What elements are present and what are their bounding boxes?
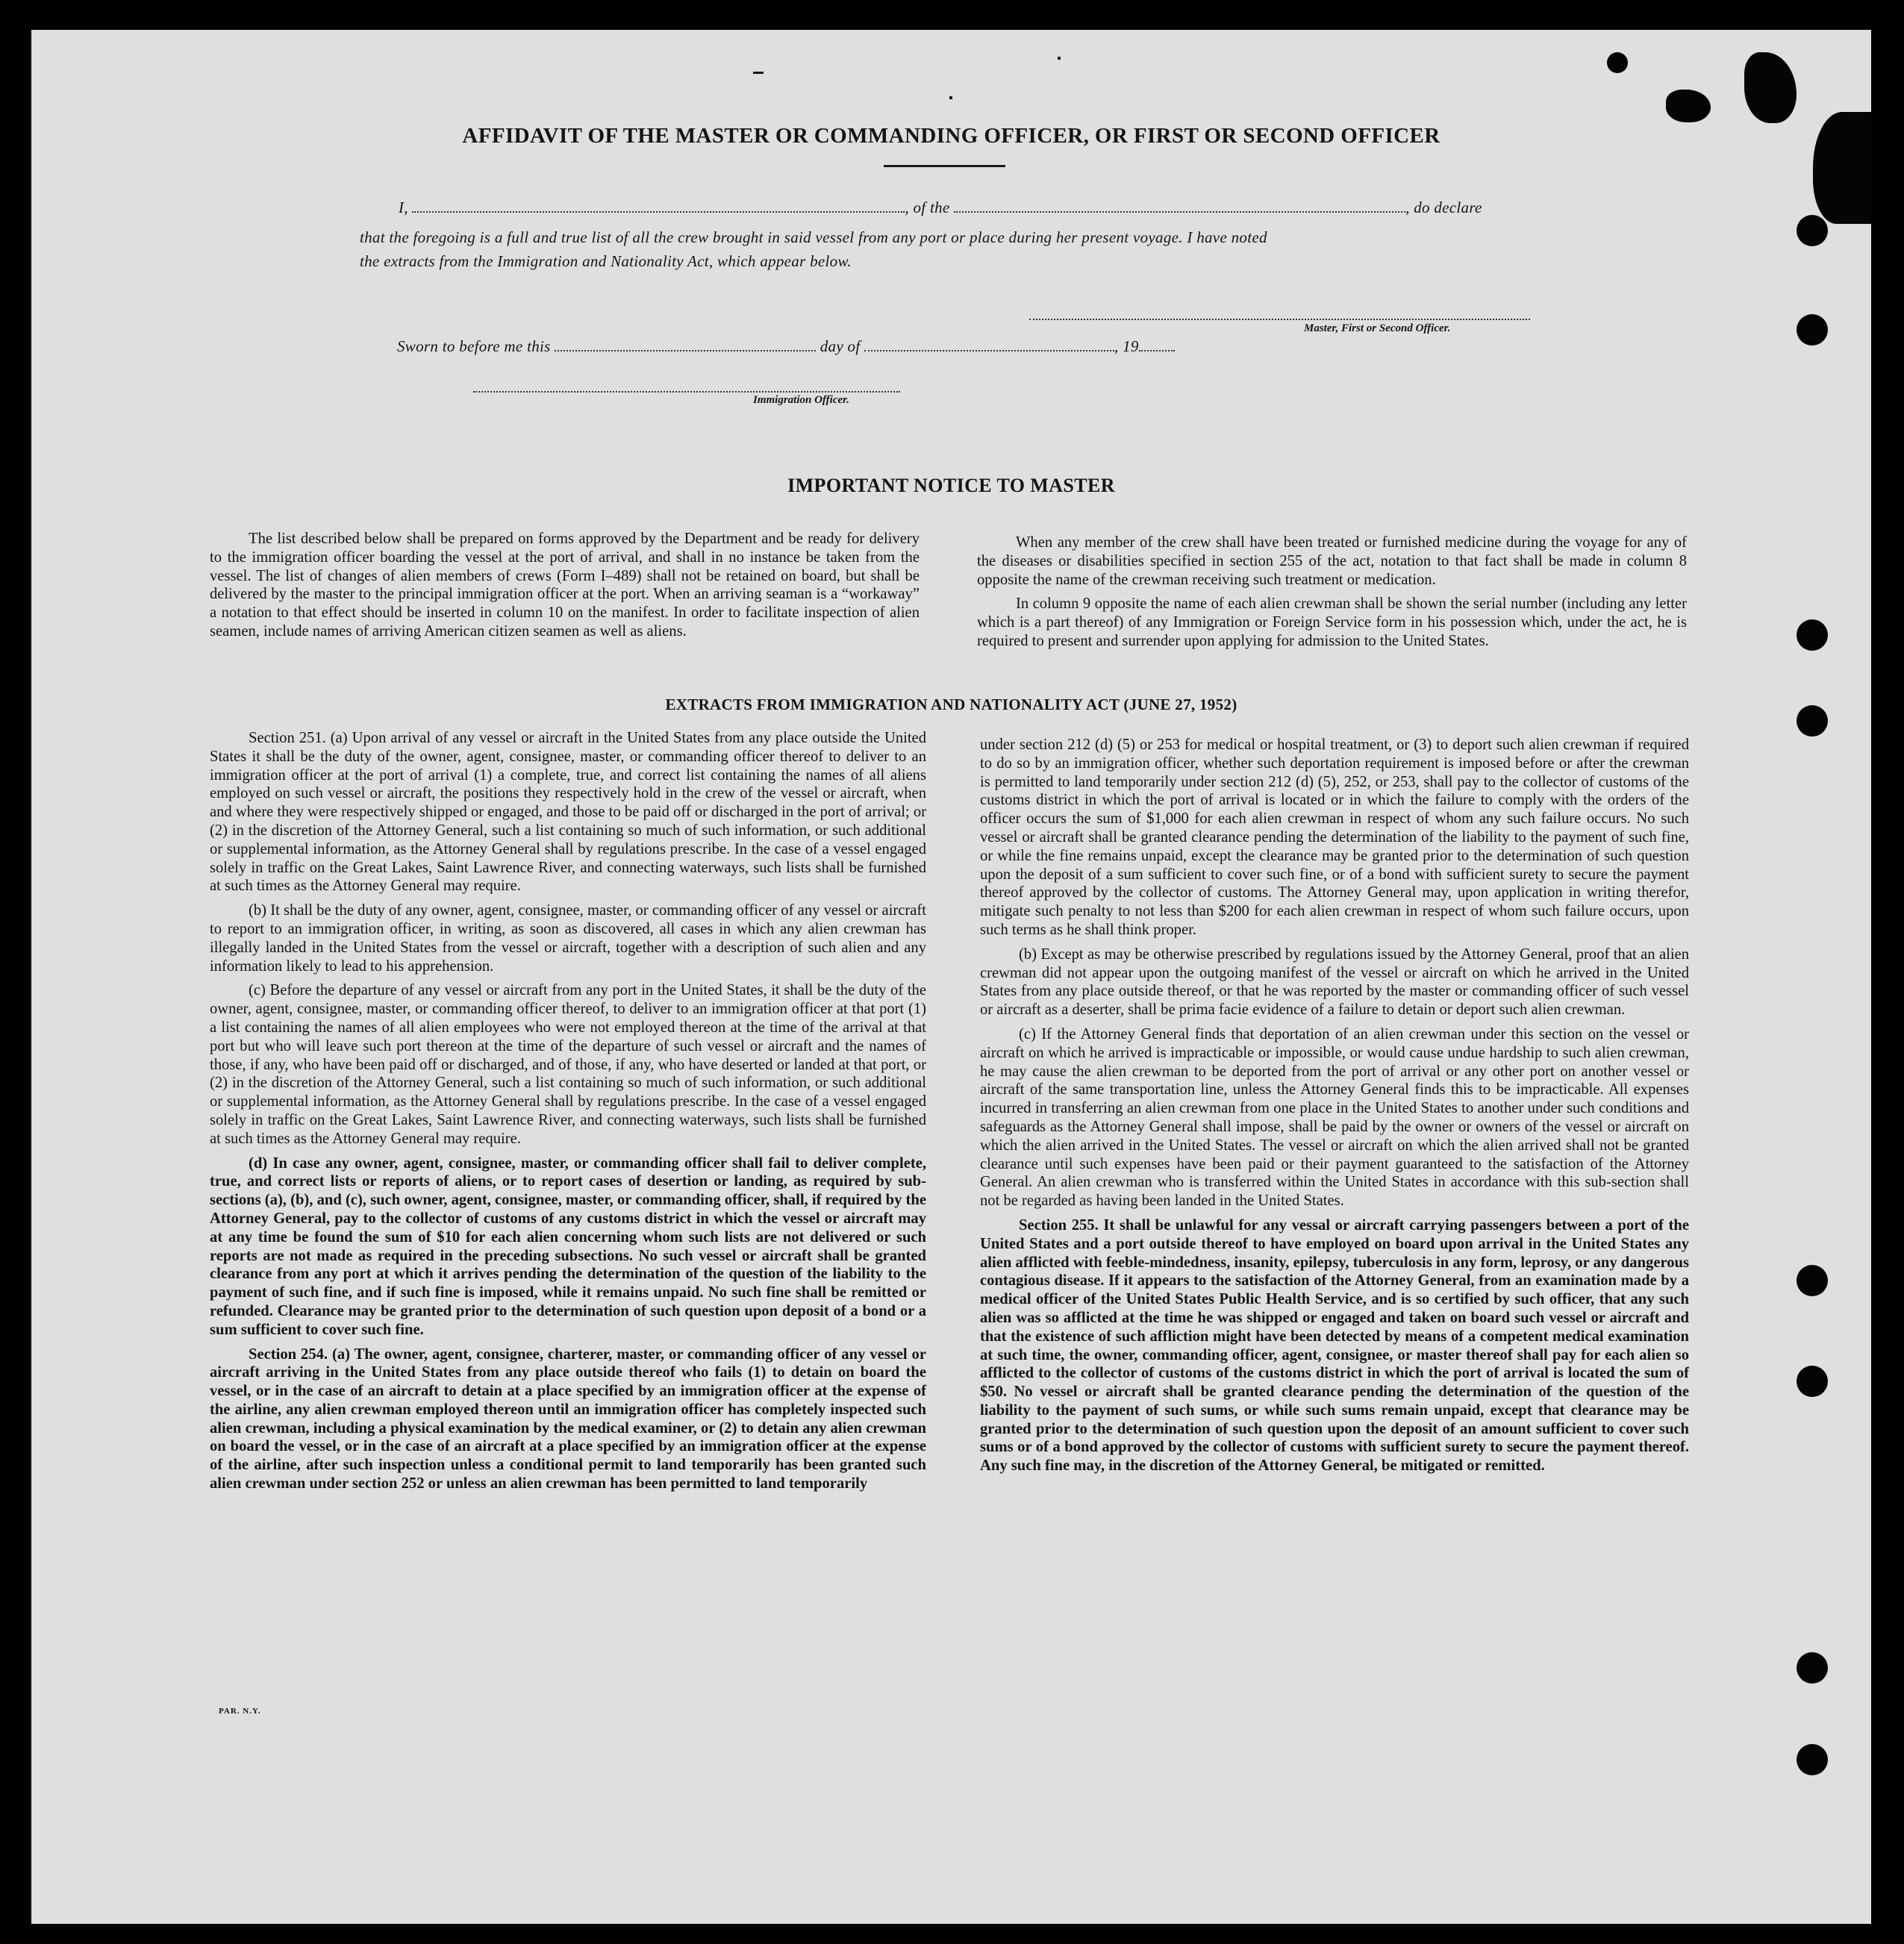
notice-left-column [210, 530, 920, 647]
officer-signature-blank[interactable] [473, 381, 900, 393]
section-255: Section 255. It shall be unlawful for any vessal or aircraft carrying passengers between a port of the United States and a port outside thereof to have employed on board upon arrival in the United States any alien afflicted with feeble-mindedness, insanity, epilepsy, tuberculosis in any form, leprosy, or any dangerous contagious disease. If it appears to the satisfaction of the Attorney General, from an examination made by a medical officer of the United States Public Health Service, and is so certified by such officer, that any such alien was so afflicted at the time he was shipped or engaged and taken on board such vessel or aircraft and that the existence of such affliction might have been detected by means of a competent medical examination at such time, the owner, commanding officer, agent, consignee, or master thereof shall pay for each alien so afflicted to the collector of customs of the customs district in which the port of arrival is located the sum of $50. No vessel or aircraft shall be granted clearance pending the determination of the question of the liability to the payment of such sums, or while such sums remain unpaid, except that clearance may be granted prior to the determination of such question upon the deposit of an amount sufficient to cover such sums or of a bond approved by the collector of customs with sufficient surety to secure the payment thereof. Any such fine may, in the discretion of the Attorney General, be mitigated or remitted. [980, 1216, 1689, 1475]
punch-hole [1797, 1265, 1828, 1296]
printer-mark: PAR. N.Y. [219, 1707, 261, 1716]
sworn-month-blank[interactable] [864, 340, 1114, 351]
punch-hole [1797, 619, 1828, 651]
punch-hole [1797, 1652, 1828, 1684]
title-underline [884, 165, 1005, 167]
signature-blank[interactable] [1029, 308, 1530, 320]
sworn-line [397, 337, 1175, 356]
extracts-heading: EXTRACTS FROM IMMIGRATION AND NATIONALITY ACT (JUNE 27, 1952) [665, 696, 1237, 713]
notice-left-paragraph: The list described below shall be prepared on forms approved by the Department and be ready for delivery to the immigration officer boarding the vessel at the port of arrival, and shall in no instance be taken from the vessel. The list of changes of alien members of crews (Form I–489) shall not be retained on board, but shall be delivered by the master to the principal immigration officer at the port. When an arriving seaman is a “workaway” a notation to that effect should be inserted in column 10 on the manifest. In order to facilitate inspection of alien seamen, include names of arriving American citizen seamen as well as aliens. [210, 531, 920, 640]
day-of-label: day of [820, 337, 861, 355]
officer-caption: Immigration Officer. [753, 394, 849, 406]
section-251-c: (c) Before the departure of any vessel or aircraft from any port in the United States, it shall be the duty of the owner, agent, consignee, master, or commanding officer thereof, to deliver to an immigration officer at that port (1) a list containing the names of all alien employees who were not employed thereon at the time of the arrival at that port but who will leave such port thereon at the time of the departure of such vessel or aircraft and the names of those, if any, who have been paid off or discharged, and of those, if any, who have deserted or landed at that port, or (2) in the discretion of the Attorney General, such a list containing so much of such information, or such additional or supplemental information, as the Attorney General shall by regulations prescribe. In the case of a vessel engaged solely in traffic on the Great Lakes, Saint Lawrence River, and connecting waterways, such lists shall be furnished at such times as the Attorney General may require. [210, 982, 926, 1147]
punch-hole [1797, 1366, 1828, 1397]
punch-hole [1797, 314, 1828, 346]
ink-speck [949, 96, 952, 99]
signature-caption: Master, First or Second Officer. [1304, 322, 1451, 334]
affidavit-title: AFFIDAVIT OF THE MASTER OR COMMANDING OFFICER, OR FIRST OR SECOND OFFICER [462, 124, 1441, 148]
ink-speck [1058, 57, 1061, 60]
ink-speck [753, 72, 764, 74]
declare-i-label: I, [399, 199, 408, 216]
declare-end-label: , do declare [1405, 199, 1482, 216]
section-254-a-continued: under section 212 (d) (5) or 253 for medical or hospital treatment, or (3) to deport such alien crewman if required to do so by an immigration officer, whether such deportation requirement is imposed before or after the crewman is permitted to land temporarily under section 212 (d) (5), 252, or 253, shall pay to the collector of customs of the customs district in which the port of arrival is located or in which the failure to comply with the orders of the officer occurs the sum of $1,000 for each alien crewman in respect of whom any such failure occurs. No such vessel or aircraft shall be granted clearance pending the determination of the liability to the payment of such fine, or while the fine remains unpaid, except the clearance may be granted prior to the determination of such question upon the deposit of a sum sufficient to cover such fine, or of a bond with sufficient surety to secure the payment thereof approved by the collector of customs. The Attorney General may, upon application in writing therefor, mitigate such penalty to not less than $200 for each alien crewman in respect of whom such failure occurs, upon such terms as he shall think proper. [980, 737, 1689, 938]
section-254-c: (c) If the Attorney General finds that deportation of an alien crewman under this section on the vessel or aircraft on which he arrived is impracticable or impossible, or would cause undue hardship to such alien crewman, he may cause the alien crewman to be deported from the port of arrival or any other port on another vessel or aircraft of the same transportation line, unless the Attorney General finds this to be impracticable. All expenses incurred in transferring an alien crewman from one place in the United States to another under such conditions and safeguards as the Attorney General shall impose, shall be paid by the owner or owners of the vessel or aircraft on which the alien arrived in the United States. The vessel or aircraft on which the alien arrived shall not be granted clearance until such expenses have been paid or their payment guaranteed to the satisfaction of the Attorney General. An alien crewman who is transferred within the United States in accordance with this sub-section shall not be regarded as having been landed in the United States. [980, 1025, 1689, 1210]
notice-right-paragraph-1: When any member of the crew shall have been treated or furnished medicine during the voyage for any of the diseases or disabilities specified in section 255 of the act, notation to that fact shall be made in column 8 opposite the name of the crewman receiving such treatment or medication. [977, 534, 1687, 588]
declaration-line-2: that the foregoing is a full and true list of all the crew brought in said vessel from any port or place during her present voyage. I have noted [360, 228, 1267, 246]
punch-hole [1797, 1744, 1828, 1775]
section-254-a: Section 254. (a) The owner, agent, consignee, charterer, master, or commanding officer of any vessel or aircraft arriving in the United States from any place outside thereof who fails (1) to detain on board the vessel, or in the case of an aircraft to detain at a place specified by an immigration officer at the expense of the airline, any alien crewman employed thereon until an immigration officer has completely inspected such alien crewman, including a physical examination by the medical examiner, or (2) to detain any alien crewman on board the vessel, or in the case of an aircraft at a place specified by an immigration officer at the expense of the airline, after such inspection unless a conditional permit to land temporarily has been granted such alien crewman under section 252 or unless an alien crewman has been permitted to land temporarily [210, 1346, 926, 1493]
torn-corner-blot [1666, 90, 1711, 122]
extracts-left-column [210, 729, 926, 1499]
section-254-b: (b) Except as may be otherwise prescribed by regulations issued by the Attorney General, proof that an alien crewman did not appear upon the outgoing manifest of the vessel or aircraft on which he arrived in the United States from any place outside thereof, or that he was reported by the master or commanding officer of such vessel or aircraft as a deserter, shall be prima facie evidence of a failure to detain or deport such alien crewman. [980, 946, 1689, 1019]
torn-corner-blot [1607, 52, 1628, 73]
notice-title: IMPORTANT NOTICE TO MASTER [787, 475, 1115, 496]
vessel-blank[interactable] [954, 201, 1405, 213]
notice-right-column [977, 534, 1687, 657]
torn-corner-blot [1744, 52, 1797, 123]
sworn-date-blank[interactable] [555, 340, 816, 351]
punch-hole [1797, 215, 1828, 246]
year-label: , 19 [1114, 337, 1139, 355]
section-251-d: (d) In case any owner, agent, consignee, master, or commanding officer shall fail to deliver complete, true, and correct lists or reports of aliens, or to report cases of desertion or landing, as required by sub-sections (a), (b), and (c), such owner, agent, consignee, master, or commanding officer, shall, if required by the Attorney General, pay to the collector of customs of any customs district in which the vessel or aircraft may at any time be found the sum of $10 for each alien concerning whom such lists are not delivered or such reports are not made as required in the preceding subsections. No such vessel or aircraft shall be granted clearance from any port at which it arrives pending the determination of the question of the liability to the payment of such fine, and if such fine is imposed, while it remains unpaid. No such fine shall be remitted or refunded. Clearance may be granted prior to the determination of such question upon deposit of a bond or a sum sufficient to cover such fine. [210, 1154, 926, 1338]
extracts-right-column [980, 736, 1689, 1481]
of-the-label: , of the [905, 199, 950, 216]
notice-right-paragraph-2: In column 9 opposite the name of each alien crewman shall be shown the serial number (including any letter which is a part thereof) of any Immigration or Foreign Service form in his possession which, under the act, he is required to present and surrender upon applying for admission to the United States. [977, 596, 1687, 649]
year-blank[interactable] [1139, 340, 1175, 351]
declaration-line-1 [399, 199, 1482, 217]
document-page [31, 30, 1871, 1924]
declaration-line-3: the extracts from the Immigration and Nationality Act, which appear below. [360, 252, 852, 270]
section-251-b: (b) It shall be the duty of any owner, agent, consignee, master, or commanding officer of any vessel or aircraft to report to an immigration officer, in writing, as soon as discovered, all cases in which any alien crewman has illegally landed in the United States from the vessel or aircraft, together with a description of such alien and any information likely to lead to his apprehension. [210, 902, 926, 975]
sworn-prefix: Sworn to before me this [397, 337, 551, 355]
section-251-a: Section 251. (a) Upon arrival of any vessel or aircraft in the United States from any place outside the United States it shall be the duty of the owner, agent, consignee, master, or commanding officer thereof to deliver to an immigration officer at the port of arrival (1) a complete, true, and correct list containing the names of all aliens employed on such vessel or aircraft, the positions they respectively hold in the crew of the vessel or aircraft, when and where they were respectively shipped or engaged, and those to be paid off or discharged in the port of arrival; or (2) in the discretion of the Attorney General, such a list containing so much of such information, or such additional or supplemental information, as the Attorney General shall by regulations prescribe. In the case of a vessel engaged solely in traffic on the Great Lakes, Saint Lawrence River, and connecting waterways, such lists shall be furnished at such times as the Attorney General may require. [210, 730, 926, 895]
name-blank[interactable] [412, 201, 905, 213]
